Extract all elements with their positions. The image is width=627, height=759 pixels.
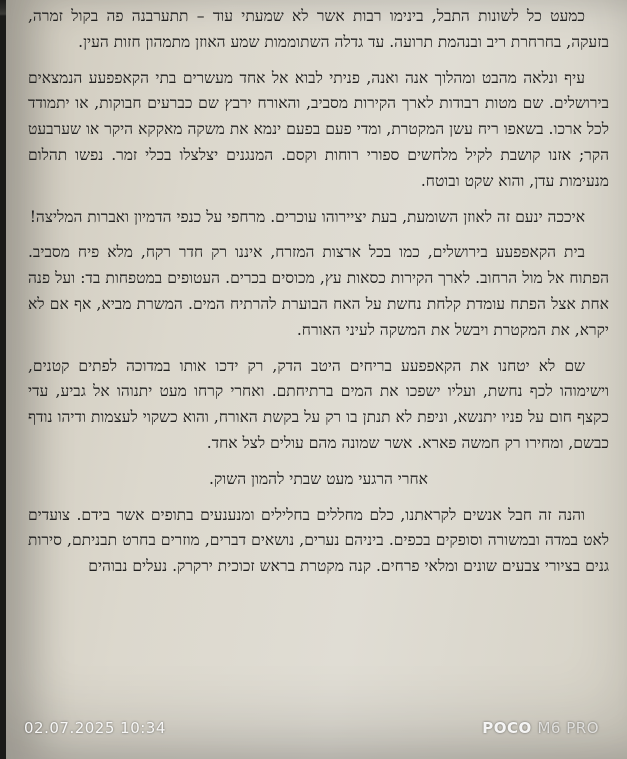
paragraph-gap — [28, 230, 609, 240]
camera-watermark — [482, 719, 599, 737]
paragraph — [28, 354, 609, 457]
text-line: היקר או שערבעט הקר; אזנו קושבת לקיל מלחשים ספורי רוחות וקסם. — [28, 120, 609, 164]
text-line: שונים ומלאי פרחים. קנה מקטרת בראש זכוכית ירקרק. נעלים נבוהים — [88, 557, 497, 576]
text-line: השתוממות שמע האוזן מתמהון חזות העין. — [78, 32, 330, 51]
photo-datetime-stamp: 02.07.2025 10:34 — [24, 719, 166, 737]
text-line: כמעט כל לשונות התבל, בינימו רבות אשר לא שמעתי עוד – — [196, 7, 586, 25]
text-line: שם לא יטחנו את הקאפפעע בריחים היטב הדק, רק ידכו אותו — [179, 356, 585, 375]
book-page — [6, 0, 627, 759]
paragraph — [28, 205, 609, 231]
text-line: עיף ונלאה מהבט ומהלוך אנה ואנה, פניתי לבוא אל אחד — [239, 68, 586, 87]
text-line: והנה זה חבל אנשים לקראתנו, כלם מחללים בחלילים ומנענעים — [200, 505, 586, 524]
paragraph — [28, 4, 609, 56]
camera-model: M6 PRO — [537, 719, 599, 737]
text-line: עומדת קלחת נחשת על האח הבוערת להרתיח המים. המשרת מביא, אף — [73, 294, 506, 313]
text-line: ובוטח. — [420, 171, 460, 190]
text-line: ודיהו נודף כבשם, ומחירו רק חמשה פארא. אשר שמונה מהם עולים — [28, 408, 609, 452]
paragraph — [28, 503, 609, 580]
text-line: לצל אחד. — [206, 433, 266, 452]
paragraph-gap — [28, 56, 609, 66]
text-line: אם לא יקרא, את המקטרת ויבשל את המשקה לעיני האורח. — [28, 294, 609, 339]
paragraph — [28, 240, 609, 343]
paragraph-gap — [28, 457, 609, 467]
section-heading — [28, 467, 609, 493]
camera-brand: POCO — [482, 719, 532, 737]
text-line: בתופים אשר בידם. צועדים לאט במדה ובמשורה וסופקים בכפים. ביניהם — [28, 505, 609, 550]
text-line: אחרי הרגעי מעט שבתי להמון השוק. — [209, 469, 428, 488]
paragraph-gap — [28, 493, 609, 503]
text-line: נערים, נושאים דברים, מוזרים בחרט תבניתם, סירות גנים בציורי צבעים — [28, 531, 609, 576]
text-line: בית הקאפפעע בירושלים, כמו בכל ארצות המזרח, איננו רק חדר — [178, 243, 585, 262]
text-line: מעשרים בתי הקאפפעע הנמצאים בירושלים. שם מטות רבודות לארך — [28, 68, 610, 113]
text-line: איככה ינעם זה לאוזן השומעת, בעת יציירוהו עוכרים. מרחפי על — [206, 207, 585, 226]
text-line: הקירות מסביב, והאורח ירבץ שם כברעים חבוקות, או יתמודד לכל ארכו. — [28, 94, 609, 139]
paragraph — [28, 66, 609, 195]
text-line: יתנשא, וניפת לא תנתן בו רק על בקשת האורח, והוא כשקוי לעצמות — [90, 408, 497, 427]
text-line: תתערבנה פה בקול זמרה, בזעקה, בחרחרת ריב ובנהמת תרועה. עד גדלה — [28, 7, 609, 51]
text-line: כנפי הדמיון ואברות המליצה! — [29, 207, 202, 226]
text-line: בשאפו ריח עשן המקטרת, ומדי פעם בפעם ינמא את משקה מאקקא — [138, 120, 544, 139]
text-line: רקח, מלא פיח מסביב. הפתוח אל מול הרחוב. לארך הקירות כסאות — [28, 243, 609, 288]
text-line: במדוכה לפתים קטנים, וישימוהו לכף נחשת, ועליו ישפכו את המים — [28, 356, 609, 401]
paragraph-gap — [28, 195, 609, 205]
text-line: עץ, מכוסים בכרים. העטופים במטפחות בד: ועל פנה אחת אצל הפתח — [28, 269, 609, 313]
paragraph-gap — [28, 344, 609, 354]
page-text — [28, 4, 609, 580]
text-line: ברתיחתם. ואחרי קרחו מעט יתנוהו אל גביע, עדי כקצף חום על פניו — [28, 382, 609, 427]
text-line: המנגנים יצלצלו בכלי זמר. נפשו תהלום מנעימות עדן, והוא שקט — [28, 145, 609, 190]
